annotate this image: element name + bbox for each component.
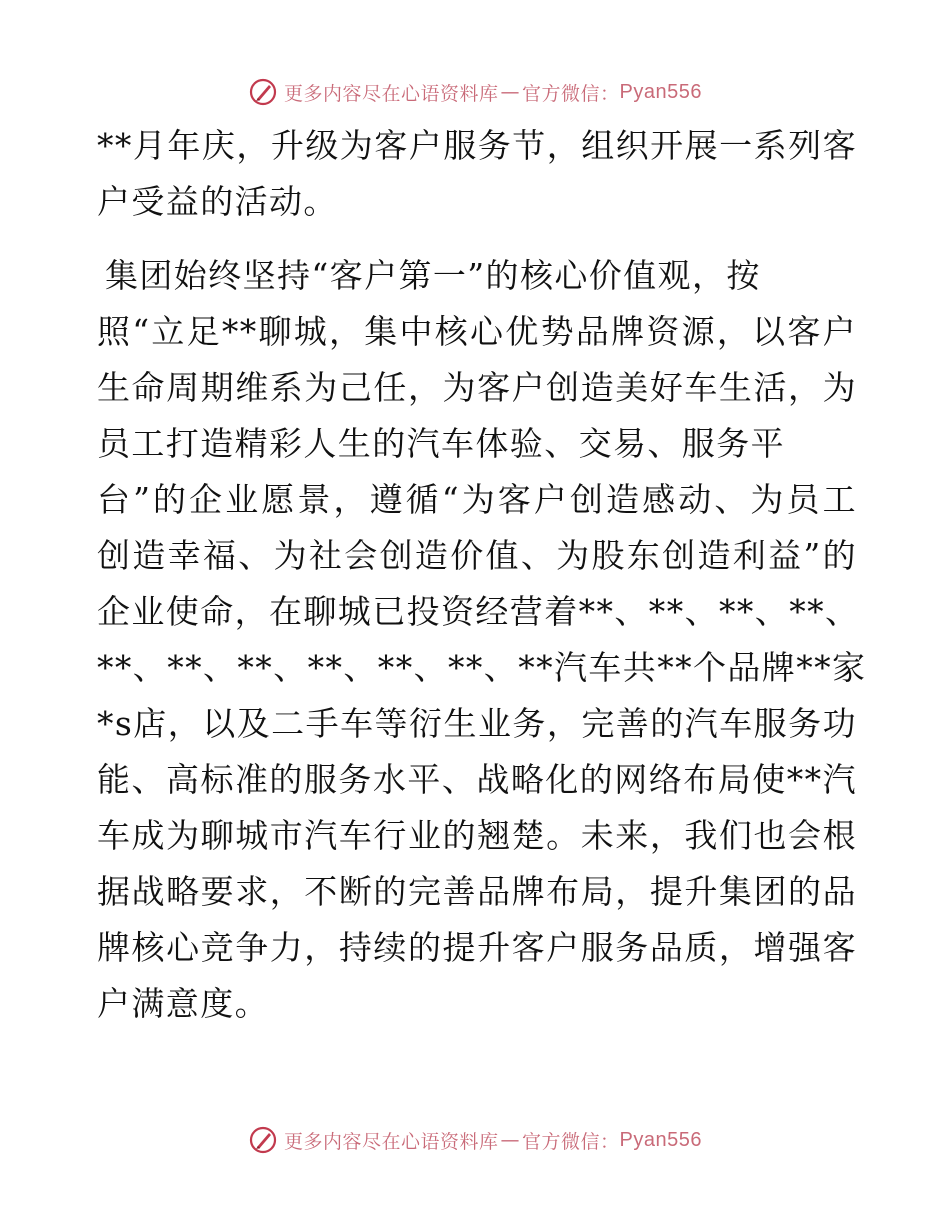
paragraph-line: *s店，以及二手车等衍生业务，完善的汽车服务功 [97,704,857,743]
paragraph-line: 创造幸福、为社会创造价值、为股东创造利益”的 [97,536,857,575]
watermark-wechat-id: Pyan556 [619,80,702,103]
watermark-dash: — [500,81,521,103]
paragraph-line: **、**、**、**、**、**、**汽车共**个品牌**家 [97,648,867,687]
watermark-wechat-label: 官方微信： [522,82,620,105]
paragraph-2 [97,248,867,1032]
paragraph-line: 车成为聊城市汽车行业的翘楚。未来，我们也会根 [97,816,857,855]
paragraph-line: **月年庆，升级为客户服务节，组织开展一系列客 [97,126,857,165]
paragraph-line: 户受益的活动。 [97,182,338,221]
paragraph-line: 台”的企业愿景，遵循“为客户创造感动、为员工 [97,480,857,519]
watermark-site-text: 更多内容尽在心语资料库 [284,82,499,105]
paragraph-line: 据战略要求，不断的完善品牌布局，提升集团的品 [97,872,857,911]
paragraph-line: 集团始终坚持“客户第一”的核心价值观，按 [105,256,761,295]
watermark-site-text: 更多内容尽在心语资料库 [284,1130,499,1153]
paragraph-line: 企业使命，在聊城已投资经营着**、**、**、**、 [97,592,860,631]
header-watermark [0,72,950,112]
quill-pen-icon [248,1125,278,1155]
watermark-wechat-label: 官方微信： [522,1130,620,1153]
watermark-wechat-id: Pyan556 [619,1128,702,1151]
paragraph-line: 照“立足**聊城，集中核心优势品牌资源，以客户 [97,312,857,351]
paragraph-line: 能、高标准的服务水平、战略化的网络布局使**汽 [97,760,857,799]
paragraph-line: 生命周期维系为己任，为客户创造美好车生活，为 [97,368,857,407]
document-body [97,118,867,1032]
quill-pen-icon [248,77,278,107]
paragraph-1 [97,118,857,230]
paragraph-line: 员工打造精彩人生的汽车体验、交易、服务平 [97,424,785,463]
footer-watermark [0,1120,950,1160]
watermark-dash: — [500,1129,521,1151]
paragraph-line: 户满意度。 [97,984,269,1023]
paragraph-line: 牌核心竞争力，持续的提升客户服务品质，增强客 [97,928,857,967]
